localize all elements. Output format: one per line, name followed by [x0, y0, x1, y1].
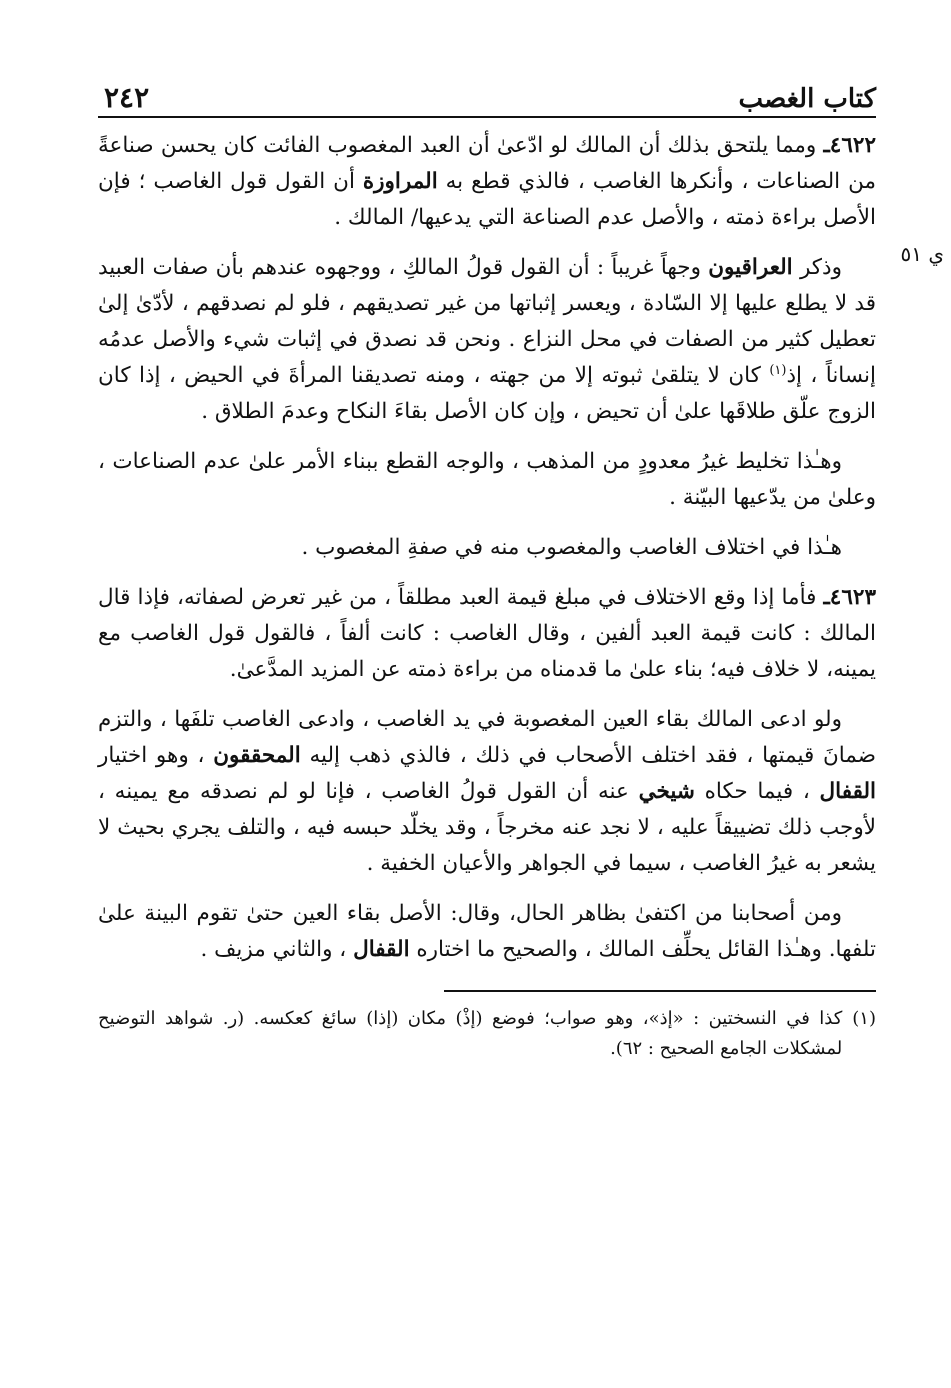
paragraph — [98, 896, 876, 968]
text-run: فأما إذا وقع الاختلاف في مبلغ قيمة العبد مطلقاً ، من غير تعرض لصفاته، فإذا قال المالك : كانت قيمة العبد ألفين ، وقال الغاصب : كانت ألفاً ، فالقول قول الغاصب مع يمينه، لا خلاف فيه؛ بناء علىٰ ما قدمناه من براءة ذمته عن المزيد المدَّعىٰ. — [98, 585, 876, 682]
paragraph — [98, 444, 876, 516]
text-run: وذكر — [792, 255, 842, 280]
text-run: كان لا يتلقىٰ ثبوته إلا من جهته ، ومنه تصديقنا المرأةَ في الحيض ، إذا كان الزوج علّق طلاقَها علىٰ أن تحيض ، وإن كان الأصل بقاءَ النكاح وعدمَ الطلاق . — [98, 363, 876, 424]
bold-term: القفال — [819, 779, 876, 804]
bold-term: المراوزة — [362, 169, 438, 194]
text-run: عنه أن القول قولُ الغاصب ، فإنا لو لم نصدقه مع يمينه ، لأوجب ذلك تضييقاً عليه ، لا نجد عنه مخرجاً ، وقد يخلّد حبسه فيه ، والتلف يجري بحيث لا يشعر به غيرُ الغاصب ، سيما في الجواهر والأعيان الخفية . — [98, 779, 876, 876]
bold-term: المحققون — [213, 743, 301, 768]
bold-term: العراقيون — [708, 255, 793, 280]
paragraph-number: ٤٦٢٣ـ — [823, 585, 876, 610]
book-title: كتاب الغصب — [738, 84, 876, 114]
main-text — [98, 128, 944, 968]
text-run: أن القول قول الغاصب ؛ فإن الأصل براءة ذمته ، والأصل عدم الصناعة التي يدعيها/ المالك . — [98, 169, 876, 230]
paragraph — [98, 702, 876, 882]
paragraph-number: ٤٦٢٢ـ — [823, 133, 876, 158]
footnote-number: (١) — [852, 1008, 876, 1029]
margin-note: ي ٥١ — [900, 242, 944, 266]
book-page — [98, 70, 944, 1330]
paragraph — [98, 250, 876, 430]
bold-term: القفال — [353, 937, 410, 962]
text-run: ومما يلتحق بذلك أن المالك لو ادّعىٰ أن العبد المغصوب الفائت كان يحسن صناعةً من الصناعات ، وأنكرها الغاصب ، فالذي قطع به — [98, 133, 876, 194]
bold-term: شيخي — [638, 779, 695, 804]
running-header — [98, 70, 876, 118]
text-run: وهـٰذا تخليط غيرُ معدودٍ من المذهب ، والوجه القطع ببناء الأمر علىٰ عدم الصناعات ، وعلىٰ من يدّعيها البيّنة . — [98, 449, 876, 510]
footnote-reference: (١) — [769, 362, 787, 378]
footnote — [98, 1004, 876, 1064]
page-number: ٢٤٢ — [104, 81, 150, 114]
paragraph — [98, 580, 876, 688]
text-run: ، والثاني مزيف . — [200, 937, 354, 962]
text-run: هـٰذا في اختلاف الغاصب والمغصوب منه في صفةِ المغصوب . — [301, 535, 842, 560]
paragraph — [98, 128, 944, 266]
footnote-text: كذا في النسختين : «إذ»، وهو صواب؛ فوضع (إذْ) مكان (إذا) سائغ كعكسه. (ر. شواهد التوضيح لمشكلات الجامع الصحيح : ٦٢). — [98, 1008, 843, 1059]
text-run: ومن أصحابنا من اكتفىٰ بظاهر الحال، وقال: الأصل بقاء العين حتىٰ تقوم البينة علىٰ تلفها. وهـٰذا القائل يحلِّف المالك ، والصحيح ما اختاره — [98, 901, 876, 962]
footnote-divider — [444, 990, 876, 992]
paragraph — [98, 530, 876, 566]
text-run: ولو ادعى المالك بقاء العين المغصوبة في يد الغاصب ، وادعى الغاصب تلفَها ، والتزم ضمانَ قيمتها ، فقد اختلف الأصحاب في ذلك ، فالذي ذهب إليه — [98, 707, 876, 768]
text-run: ، وهو اختيار — [98, 743, 214, 768]
text-run: ، فيما حكاه — [694, 779, 820, 804]
text-run: وجهاً غريباً : أن القول قولُ المالكِ ، ووجهوه عندهم بأن صفات العبيد قد لا يطلع عليها إلا السّادة ، ويعسر إثباتها من غير تصديقهم ، فلو لم نصدقهم ، لأدّىٰ إلىٰ تعطيل كثير من الصفات في محل النزاع . ونحن قد نصدق في إثبات شيء والأصل عدمُه إنساناً ، إذ — [98, 255, 876, 388]
